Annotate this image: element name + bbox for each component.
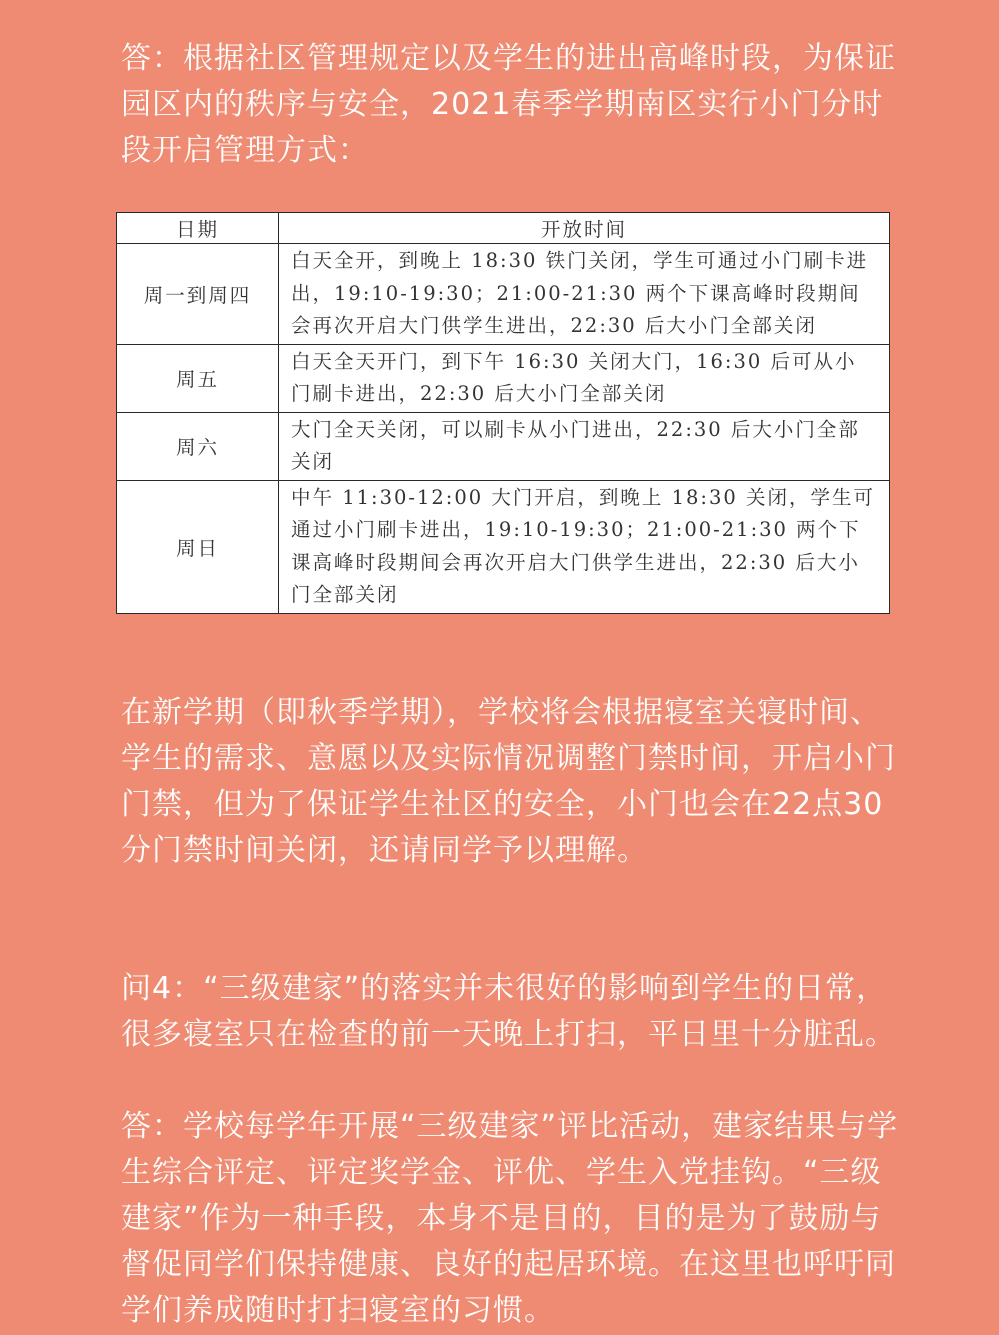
header-open-hours: 开放时间 [279,213,890,244]
answer-4-paragraph: 答：学校每学年开展“三级建家”评比活动，建家结果与学生综合评定、评定奖学金、评优、学生入党挂钩。“三级建家”作为一种手段，本身不是目的，目的是为了鼓励与督促同学们保持健康、良好的起居环境。在这里也呼吁同学们养成随时打扫寝室的习惯。 [121,1109,899,1328]
new-term-paragraph: 在新学期（即秋季学期），学校将会根据寝室关寝时间、学生的需求、意愿以及实际情况调整门禁时间，开启小门门禁，但为了保证学生社区的安全，小门也会在22点30分门禁时间关闭，还请同学予以理解。 [121,695,896,868]
table-row [117,344,890,412]
row-day-mon-thu: 周一到周四 [117,244,279,345]
answer-intro-paragraph: 答：根据社区管理规定以及学生的进出高峰时段，为保证园区内的秩序与安全，2021春季学期南区实行小门分时段开启管理方式： [121,41,896,168]
row-hours-sat: 大门全天关闭，可以刷卡从小门进出，22:30 后大小门全部关闭 [279,412,890,480]
question-4-paragraph: 问4：“三级建家”的落实并未很好的影响到学生的日常，很多寝室只在检查的前一天晚上打扫，平日里十分脏乱。 [121,971,896,1052]
header-date: 日期 [117,213,279,244]
row-day-sat: 周六 [117,412,279,480]
row-hours-fri: 白天全天开门，到下午 16:30 关闭大门，16:30 后可从小门刷卡进出，22:30 后大小门全部关闭 [279,344,890,412]
table-row [117,480,890,613]
row-day-fri: 周五 [117,344,279,412]
row-hours-mon-thu: 白天全开，到晚上 18:30 铁门关闭，学生可通过小门刷卡进出，19:10-19:30；21:00-21:30 两个下课高峰时段期间会再次开启大门供学生进出，22:30 后大小门全部关闭 [279,244,890,345]
table-row [117,244,890,345]
table-header-row [117,213,890,244]
gate-schedule-table [116,212,890,614]
row-day-sun: 周日 [117,480,279,613]
row-hours-sun: 中午 11:30-12:00 大门开启，到晚上 18:30 关闭，学生可通过小门刷卡进出，19:10-19:30；21:00-21:30 两个下课高峰时段期间会再次开启大门供学生进出，22:30 后大小门全部关闭 [279,480,890,613]
table-row [117,412,890,480]
